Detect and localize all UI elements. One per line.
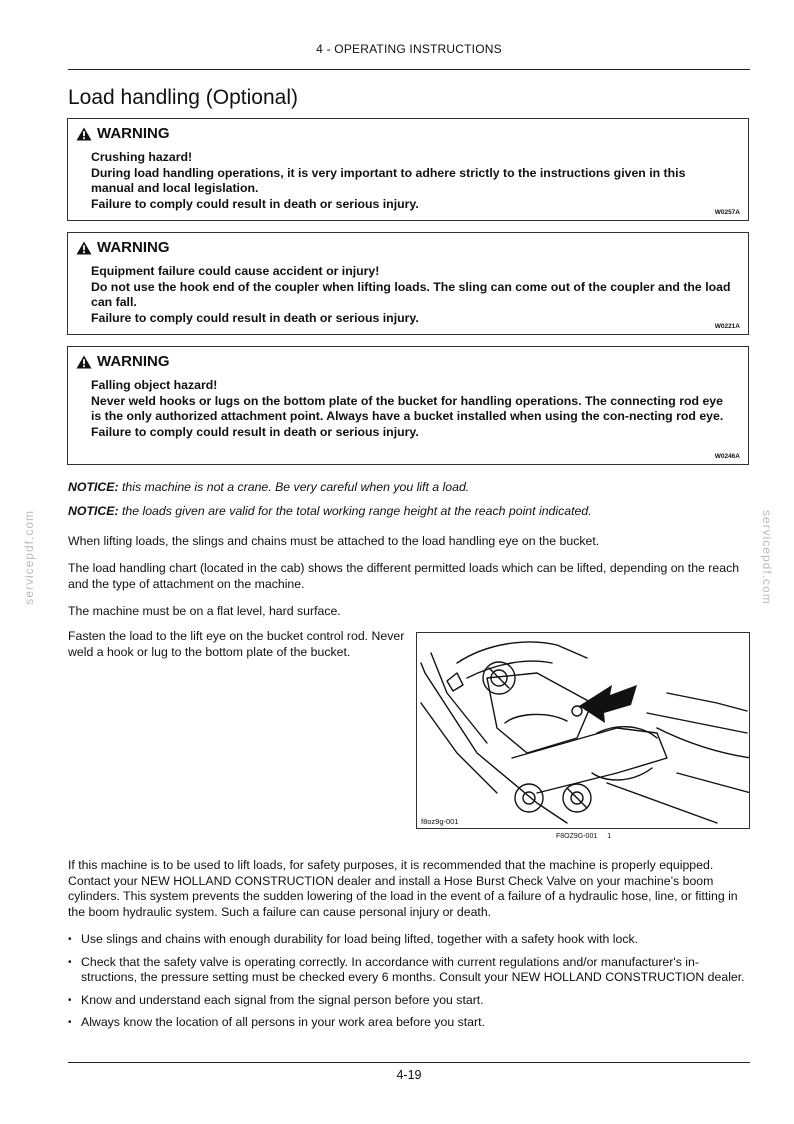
section-header: 4 - OPERATING INSTRUCTIONS	[316, 42, 502, 56]
warning-box-crushing	[67, 118, 749, 221]
list-item: • Know and understand each signal from the signal person before you start.	[68, 993, 750, 1009]
header-rule	[68, 69, 750, 70]
warning-line: Failure to comply could result in death or serious injury.	[91, 196, 419, 211]
warning-line: Do not use the hook end of the coupler when lifting loads. The sling can come out of the coupler and the load can fall.	[91, 279, 731, 309]
warning-box-equipment-failure	[67, 232, 749, 335]
paragraph-fasten-load: Fasten the load to the lift eye on the bucket control rod. Never weld a hook or lug to the bottom plate of the bucket.	[68, 629, 405, 659]
warning-triangle-icon	[76, 241, 92, 255]
notice-text: this machine is not a crane. Be very careful when you lift a load.	[118, 480, 470, 494]
safety-bullet-list	[68, 932, 750, 1038]
watermark-right: servicepdf.com	[760, 510, 774, 605]
list-item: • Check that the safety valve is operating correctly. In accordance with current regulations and/or manufacturer's in-structions, the pressure setting must be checked every 6 months. Consult your NEW HOLLAND CONSTRUCTION dealer.	[68, 955, 750, 986]
notice-text: the loads given are valid for the total working range height at the reach point indicated.	[118, 504, 592, 518]
paragraph-load-chart: The load handling chart (located in the cab) shows the different permitted loads which can be lifted, depending on the reach and the type of attachment on the machine.	[68, 561, 740, 591]
warning-code: W0257A	[714, 209, 740, 216]
paragraph-hose-burst-valve: If this machine is to be used to lift loads, for safety purposes, it is recommended that the machine is properly equipped. Contact your NEW HOLLAND CONSTRUCTION dealer and install a Hose Burst Check Valve on your machine’s boom cylinders. This system prevents the sudden lowering of the load in the event of a failure of a hydraulic hose, line, or fitting in the boom hydraulic system. Such a failure can cause personal injury or death.	[68, 858, 738, 919]
warning-code: W0221A	[714, 323, 740, 330]
page-number: 4-19	[396, 1068, 422, 1082]
warning-heading-text: WARNING	[97, 353, 170, 370]
footer-rule	[68, 1062, 750, 1063]
warning-line: Crushing hazard!	[91, 150, 193, 164]
warning-line: During load handling operations, it is very important to adhere strictly to the instructions given in this manual and local legislation.	[91, 165, 686, 195]
figure-caption-code: F8OZ9G-001	[556, 833, 598, 840]
pointer-arrow-icon	[579, 685, 637, 723]
list-item: • Use slings and chains with enough durability for load being lifted, together with a safety hook with lock.	[68, 932, 750, 948]
warning-heading-text: WARNING	[97, 239, 170, 256]
warning-code: W0246A	[714, 453, 740, 460]
page-title: Load handling (Optional)	[68, 86, 298, 109]
warning-line: Never weld hooks or lugs on the bottom plate of the bucket for handling operations. The connecting rod eye is the only authorized attachment point. Always have a bucket installed when using the con-necting rod eye.	[91, 393, 724, 423]
warning-box-falling-object	[67, 346, 749, 465]
warning-triangle-icon	[76, 355, 92, 369]
warning-heading	[76, 353, 170, 370]
notice-crane	[68, 480, 750, 496]
bucket-linkage-drawing	[417, 633, 750, 829]
paragraph-flat-surface: The machine must be on a flat level, hard surface.	[68, 604, 341, 618]
warning-body	[91, 150, 731, 212]
figure-caption	[556, 833, 611, 840]
warning-line: Equipment failure could cause accident or injury!	[91, 264, 380, 278]
warning-line: Failure to comply could result in death or serious injury.	[91, 310, 419, 325]
figure-inner-label: f8oz9g-001	[421, 817, 459, 826]
warning-triangle-icon	[76, 127, 92, 141]
warning-line: Falling object hazard!	[91, 378, 218, 392]
notice-label: NOTICE:	[68, 480, 119, 494]
list-item: • Always know the location of all persons in your work area before you start.	[68, 1015, 750, 1031]
warning-heading	[76, 239, 170, 256]
notice-loads	[68, 504, 750, 520]
watermark-left: servicepdf.com	[22, 510, 36, 605]
notice-label: NOTICE:	[68, 504, 119, 518]
warning-body	[91, 264, 731, 326]
figure-caption-number: 1	[607, 833, 612, 840]
warning-heading	[76, 125, 170, 142]
paragraph-slings: When lifting loads, the slings and chains must be attached to the load handling eye on the bucket.	[68, 534, 600, 548]
warning-body	[91, 378, 731, 440]
warning-line: Failure to comply could result in death or serious injury.	[91, 424, 419, 439]
warning-heading-text: WARNING	[97, 125, 170, 142]
bucket-lift-eye-illustration	[416, 632, 750, 829]
